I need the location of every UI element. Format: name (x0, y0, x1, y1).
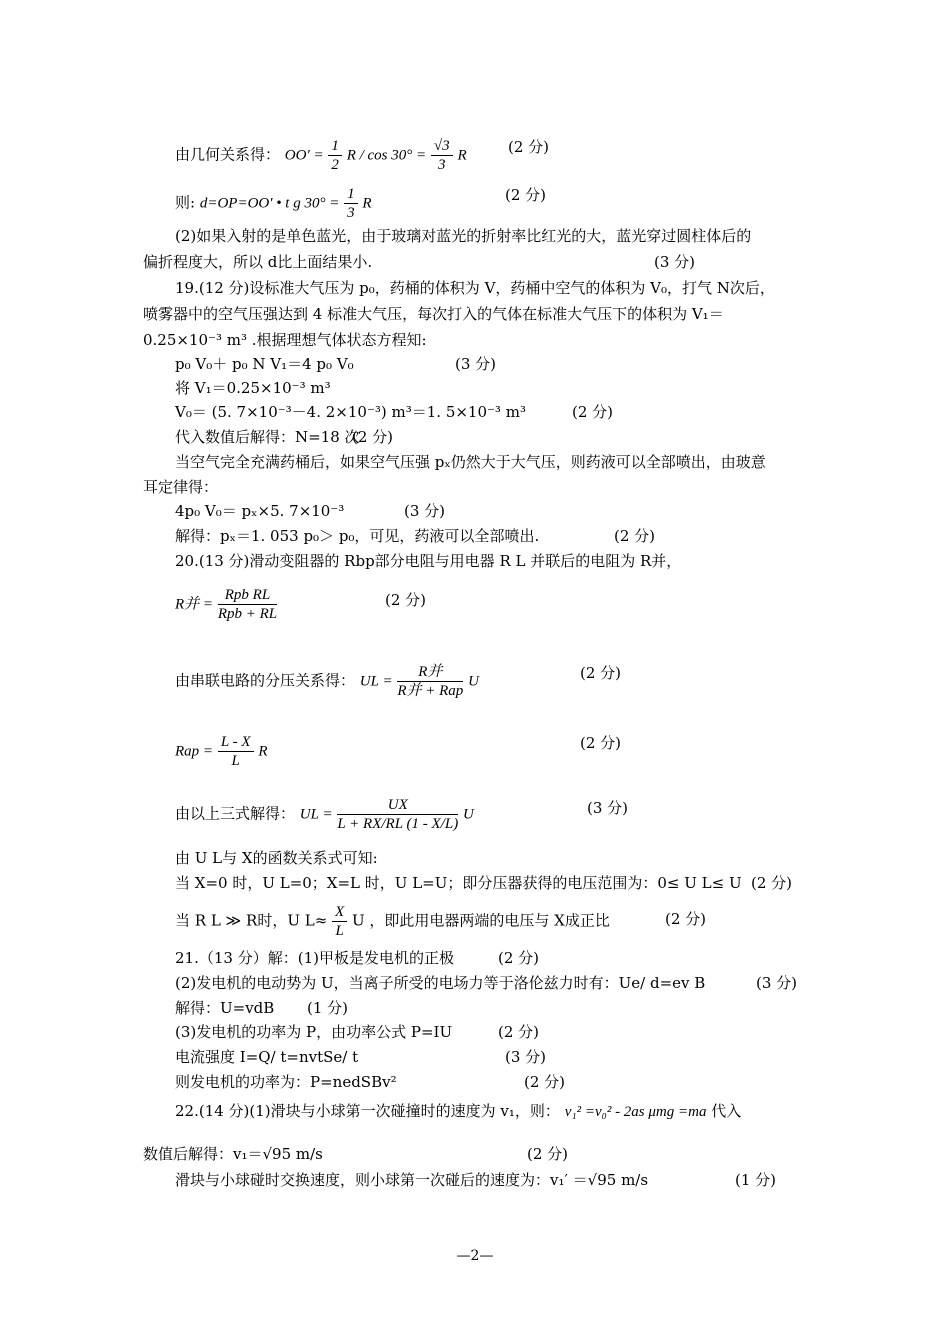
paragraph-line: 数值后解得：v₁＝√95 m/s (143, 1145, 323, 1163)
text: 由几何关系得： (175, 145, 281, 164)
equation-line: 将 V₁＝0.25×10⁻³ m³ (175, 379, 331, 397)
score: (3 分) (505, 1048, 547, 1066)
text: 由串联电路的分压关系得： (175, 671, 356, 690)
score: (3 分) (756, 974, 798, 992)
fraction: $\frac{√3}{3}$ (431, 137, 453, 174)
score: (1 分) (307, 999, 349, 1017)
distance-line (175, 185, 372, 222)
score: (2 分) (498, 949, 540, 967)
score: (2 分) (527, 1145, 569, 1163)
score: (1 分) (735, 1171, 777, 1189)
score: (2 分) (572, 403, 614, 421)
text: 当 R L ≫ R时，U L≈ (175, 911, 328, 930)
math: R并 = (175, 596, 214, 613)
fraction: $\frac{UX}{L + RX/RL (1 - X/L)}$ (337, 797, 459, 832)
score: (2 分) (385, 591, 427, 609)
math: UL = (359, 673, 393, 690)
score: (2 分) (614, 527, 656, 545)
math: OO′ = (284, 147, 324, 164)
score: (3 分) (654, 253, 696, 271)
paragraph-line: (3)发电机的功率为 P，由功率公式 P=IU (175, 1023, 453, 1041)
text: 22.(14 分)(1)滑块与小球第一次碰撞时的速度为 v₁，则： (175, 1102, 560, 1120)
collision-velocity-line (175, 1101, 741, 1122)
score: (2 分) (352, 428, 394, 446)
fraction: $\frac{X}{L}$ (332, 903, 347, 940)
text: U ，即此用电器两端的电压与 X成正比 (352, 911, 610, 930)
text: 代入 (711, 1102, 742, 1120)
page-number: —2— (456, 1248, 494, 1264)
math: U (468, 673, 479, 690)
math: R (258, 743, 268, 760)
math: Rap = (175, 743, 214, 760)
formula-ul-solution (175, 796, 474, 833)
score: (3 分) (587, 799, 629, 817)
math: UL = (299, 806, 333, 823)
math: R / cos 30° = (346, 147, 427, 164)
paragraph-line: 21.（13 分）解：(1)甲板是发电机的正极 (175, 949, 454, 967)
text: 则: (175, 193, 196, 212)
paragraph-line: (2)发电机的电动势为 U，当离子所受的电场力等于洛伦兹力时有：Ue/ d=ev B (175, 974, 706, 992)
formula-rap (175, 733, 268, 770)
paragraph-line: 则发电机的功率为：P=nedSBv² (175, 1073, 397, 1091)
paragraph-line: 喷雾器中的空气压强达到 4 标准大气压，每次打入的气体在标准大气压下的体积为 V₁＝ (143, 305, 724, 323)
score: (2 分) (524, 1073, 566, 1091)
paragraph-line: 当 X=0 时，U L=0；X=L 时，U L=U；即分压器获得的电压范围为：0≤ U L≤ U (175, 874, 742, 892)
paragraph-line: 由 U L与 X的函数关系式可知: (175, 849, 378, 867)
fraction: $\frac{\text{R并}}{\text{R并 + Rap}}$ (397, 664, 464, 699)
equation-line: V₀＝ (5. 7×10⁻³－4. 2×10⁻³) m³＝1. 5×10⁻³ m³ (175, 403, 526, 421)
math: v₁² =v₀² - 2as μmg =ma (564, 1104, 707, 1120)
paragraph-line: 滑块与小球碰时交换速度，则小球第一次碰后的速度为：v₁′ ＝√95 m/s (175, 1171, 649, 1189)
score: (2 分) (665, 910, 707, 928)
paragraph-line: 电流强度 I=Q/ t=nvtSe/ t (175, 1048, 359, 1066)
math: U (462, 806, 474, 823)
paragraph-line: 解得：U=vdB (175, 999, 275, 1017)
score: (2 分) (580, 734, 622, 752)
math: d=OP=OO′ • t g 30° = (199, 195, 340, 212)
math: R (457, 147, 467, 164)
geometry-relation-line (175, 137, 467, 174)
score: (2 分) (498, 1023, 540, 1041)
paragraph-line: (2)如果入射的是单色蓝光，由于玻璃对蓝光的折射率比红光的大，蓝光穿过圆柱体后的 (175, 227, 752, 245)
paragraph-line: 耳定律得： (143, 478, 219, 496)
formula-parallel-resistance (175, 586, 277, 623)
text: 由以上三式解得： (175, 804, 296, 823)
paragraph-line: 0.25×10⁻³ m³ .根据理想气体状态方程知: (143, 331, 427, 349)
paragraph-line: 偏折程度大，所以 d比上面结果小. (143, 253, 373, 271)
equation-line: p₀ V₀＋ p₀ N V₁＝4 p₀ V₀ (175, 355, 354, 373)
paragraph-line: 20.(13 分)滑动变阻器的 Rbp部分电阻与用电器 R L 并联后的电阻为 R并， (175, 552, 682, 570)
score: (2 分) (505, 186, 547, 204)
score: (3 分) (404, 502, 446, 520)
fraction: $\frac{L - X}{L}$ (218, 733, 254, 770)
fraction: $\frac{1}{2}$ (328, 137, 342, 174)
score: (2 分) (508, 138, 550, 156)
score: (2 分) (751, 874, 793, 892)
paragraph-line: 代入数值后解得：N=18 次 (175, 428, 360, 446)
math: R (362, 195, 372, 212)
paragraph-line: 当空气完全充满药桶后，如果空气压强 pₓ仍然大于大气压，则药液可以全部喷出，由玻意 (175, 453, 766, 471)
equation-line: 4p₀ V₀＝ pₓ×5. 7×10⁻³ (175, 502, 345, 520)
fraction: $\frac{1}{3}$ (344, 185, 358, 222)
proportional-line (175, 903, 610, 940)
paragraph-line: 解得：pₓ＝1. 053 p₀＞ p₀，可见，药液可以全部喷出. (175, 527, 540, 545)
fraction: $\frac{\text{Rpb RL}}{\text{Rpb + RL}}$ (217, 587, 278, 622)
formula-voltage-divider (175, 663, 479, 700)
score: (2 分) (580, 664, 622, 682)
paragraph-line: 19.(12 分)设标准大气压为 p₀，药桶的体积为 V，药桶中空气的体积为 V₀，打气 N次后， (175, 279, 775, 297)
score: (3 分) (455, 355, 497, 373)
